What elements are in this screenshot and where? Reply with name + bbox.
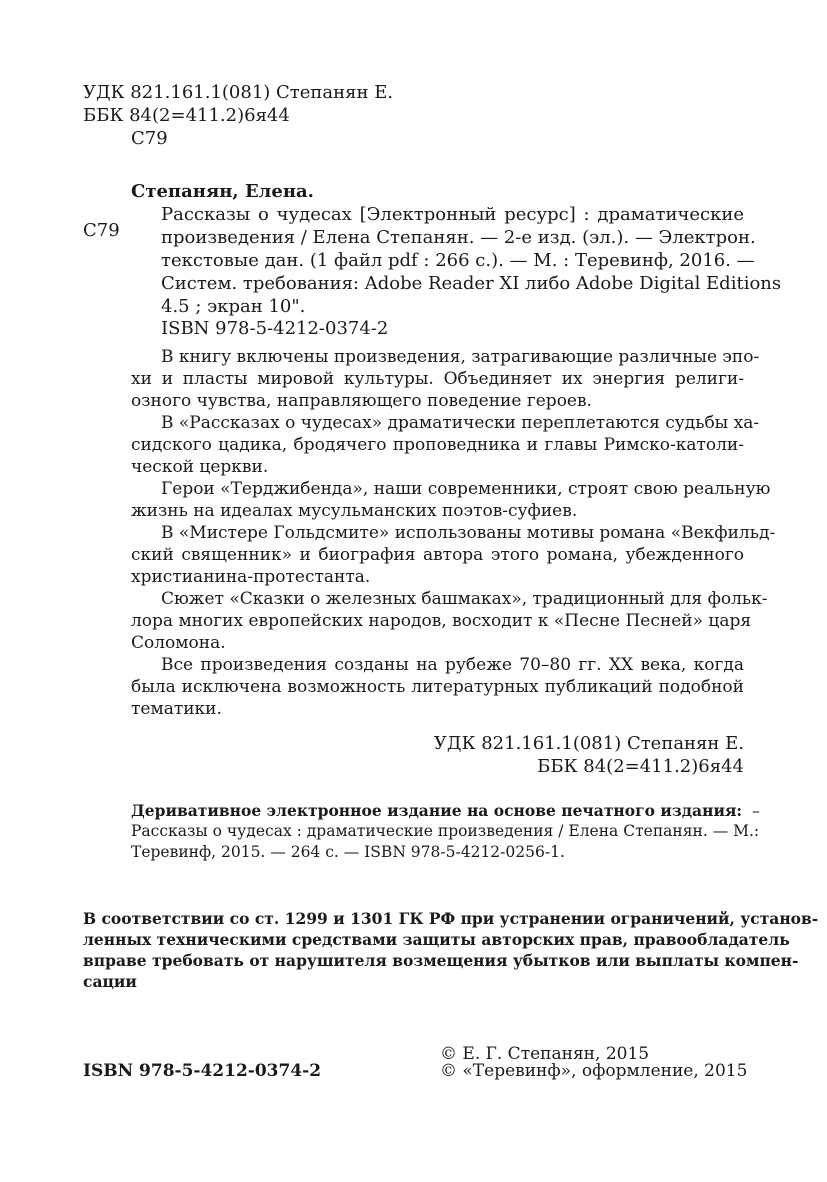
annotation-line: христианина-протестанта. bbox=[131, 567, 371, 587]
annotation-line: Сюжет «Сказки о железных башмаках», традиционный для фольк- bbox=[161, 589, 768, 609]
annotation-line: жизнь на идеалах мусульманских поэтов-суфиев. bbox=[131, 501, 578, 521]
biblio-line: 4.5 ; экран 10". bbox=[161, 296, 306, 317]
annotation-line: В «Мистере Гольдсмите» использованы мотивы романа «Векфильд- bbox=[161, 523, 776, 543]
entry-isbn: ISBN 978-5-4212-0374-2 bbox=[161, 318, 389, 339]
footer-bbk: ББК 84(2=411.2)6я44 bbox=[537, 756, 744, 777]
header-bbk: ББК 84(2=411.2)6я44 bbox=[83, 105, 290, 126]
annotation-line: ский священник» и биография автора этого романа, убежденного bbox=[131, 545, 744, 565]
annotation-line: озного чувства, направляющего поведение героев. bbox=[131, 391, 592, 411]
biblio-line: Систем. требования: Adobe Reader XI либо Adobe Digital Editions bbox=[161, 273, 782, 294]
bottom-isbn: ISBN 978-5-4212-0374-2 bbox=[83, 1061, 322, 1081]
entry-side-code: С79 bbox=[83, 220, 120, 241]
law-line: сации bbox=[83, 972, 137, 991]
biblio-line: Рассказы о чудесах [Электронный ресурс] : драматические bbox=[161, 204, 744, 225]
annotation-line: тематики. bbox=[131, 699, 222, 719]
derivative-bold-text: Деривативное электронное издание на основе печатного издания: bbox=[131, 801, 743, 820]
header-author-code: С79 bbox=[131, 128, 168, 149]
footer-udk: УДК 821.161.1(081) Степанян Е. bbox=[433, 733, 744, 754]
annotation-line: была исключена возможность литературных публикаций подобной bbox=[131, 677, 744, 697]
derivative-line: Теревинф, 2015. — 264 с. — ISBN 978-5-4212-0256-1. bbox=[131, 843, 565, 861]
annotation-line: В «Рассказах о чудесах» драматически переплетаются судьбы ха- bbox=[161, 413, 760, 433]
copyright-author: © Е. Г. Степанян, 2015 bbox=[440, 1044, 650, 1064]
annotation-line: Герои «Терджибенда», наши современники, строят свою реальную bbox=[161, 479, 771, 499]
header-udk: УДК 821.161.1(081) Степанян Е. bbox=[83, 82, 394, 103]
annotation-line: ческой церкви. bbox=[131, 457, 269, 477]
annotation-line: Все произведения созданы на рубеже 70–80 гг. XX века, когда bbox=[161, 655, 744, 675]
copyright-design: © «Теревинф», оформление, 2015 bbox=[440, 1061, 748, 1081]
annotation-line: лора многих европейских народов, восходит к «Песне Песней» царя bbox=[131, 611, 752, 631]
derivative-heading bbox=[131, 800, 760, 822]
entry-author: Степанян, Елена. bbox=[131, 181, 314, 202]
derivative-line: Рассказы о чудесах : драматические произведения / Елена Степанян. — М.: bbox=[131, 822, 760, 840]
annotation-line: В книгу включены произведения, затрагивающие различные эпо- bbox=[161, 347, 760, 367]
annotation-line: сидского цадика, бродячего проповедника и главы Римско-католи- bbox=[131, 435, 744, 455]
annotation-line: Соломона. bbox=[131, 633, 226, 653]
biblio-line: произведения / Елена Степанян. — 2-е изд. (эл.). — Электрон. bbox=[161, 227, 756, 248]
derivative-dash: – bbox=[751, 802, 760, 820]
law-line: ленных техническими средствами защиты авторских прав, правообладатель bbox=[83, 930, 790, 949]
law-line: В соответствии со ст. 1299 и 1301 ГК РФ при устранении ограничений, установ- bbox=[83, 909, 819, 928]
annotation-line: хи и пласты мировой культуры. Объединяет их энергия религи- bbox=[131, 369, 744, 389]
biblio-line: текстовые дан. (1 файл pdf : 266 с.). — М. : Теревинф, 2016. — bbox=[161, 250, 755, 271]
law-line: вправе требовать от нарушителя возмещения убытков или выплаты компен- bbox=[83, 951, 799, 970]
